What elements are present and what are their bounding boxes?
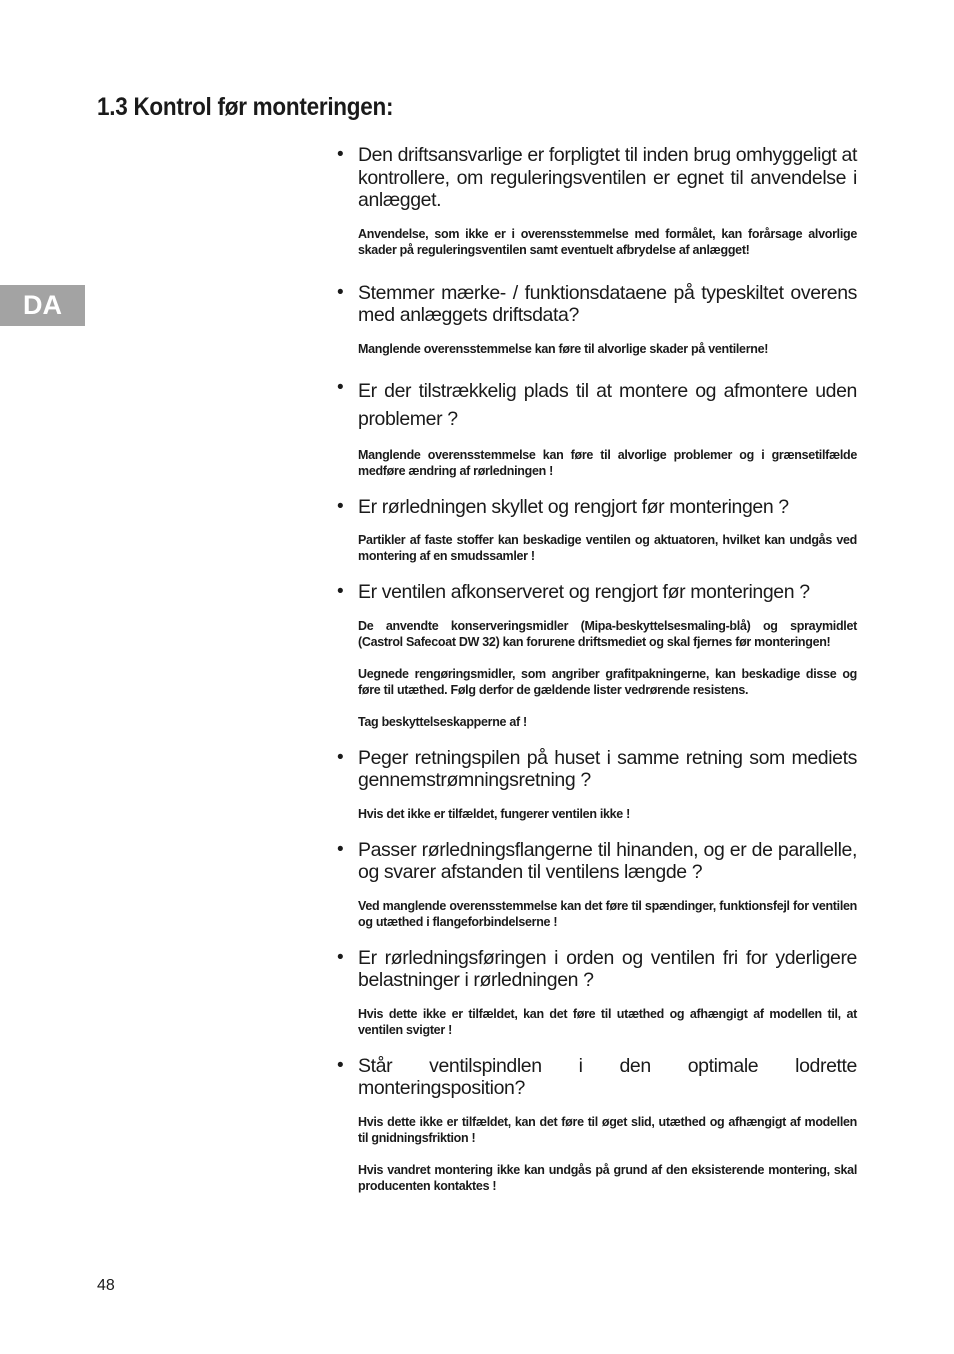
- page-number: 48: [97, 1277, 115, 1294]
- checklist-notes: [358, 898, 857, 930]
- checklist-question: Er ventilen afkonserveret og rengjort før monteringen ?: [358, 581, 810, 603]
- checklist-note: Uegnede rengøringsmidler, som angriber grafitpakningerne, kan beskadige disse og føre til utæthed. Følg derfor de gældende lister vedrørende resistens.: [358, 666, 857, 697]
- bullet-icon: •: [337, 495, 344, 517]
- bullet-icon: •: [337, 144, 344, 165]
- checklist-item: [337, 496, 857, 565]
- checklist-question: Er rørledningen skyllet og rengjort før monteringen ?: [358, 495, 789, 518]
- checklist-note: Hvis vandret montering ikke kan undgås på grund af den eksisterende montering, skal producenten kontaktes !: [358, 1162, 857, 1193]
- checklist-item: [337, 377, 857, 479]
- checklist-item: [337, 282, 857, 357]
- checklist-item: [337, 839, 857, 930]
- checklist-question: Den driftsansvarlige er forpligtet til inden brug omhyggeligt at kontrollere, om reguleringsventilen er egnet til anvendelse i anlægget.: [358, 144, 858, 211]
- checklist-notes: [358, 806, 857, 822]
- checklist-item: [337, 581, 857, 730]
- language-tab: DA: [0, 285, 85, 326]
- checklist-notes: [358, 447, 857, 479]
- checklist: [337, 144, 857, 1194]
- checklist-question: Er der tilstrækkelig plads til at montere og afmontere uden problemer ?: [358, 379, 857, 430]
- bullet-icon: •: [337, 376, 344, 398]
- checklist-note: De anvendte konserveringsmidler (Mipa-beskyttelsesmaling-blå) og spraymidlet (Castrol Safecoat DW 32) kan forurene driftsmediet og skal fjernes før monteringen!: [358, 618, 857, 649]
- checklist-note: Anvendelse, som ikke er i overensstemmelse med formålet, kan forårsage alvorlige skader på reguleringsventilen samt eventuelt afbrydelse af anlægget!: [358, 226, 857, 257]
- checklist-note: Hvis dette ikke er tilfældet, kan det føre til utæthed og afhængigt af modellen til, at ventilen svigter !: [358, 1006, 857, 1037]
- bullet-icon: •: [337, 946, 344, 968]
- checklist-notes: [358, 532, 857, 564]
- checklist-notes: [358, 1006, 857, 1038]
- checklist-note: Tag beskyttelseskapperne af !: [358, 714, 527, 729]
- checklist-note: Hvis det ikke er tilfældet, fungerer ventilen ikke !: [358, 806, 630, 821]
- checklist-note: Manglende overensstemmelse kan føre til alvorlige problemer og i grænsetilfælde medføre ændring af rørledningen !: [358, 447, 857, 478]
- checklist-notes: [358, 226, 857, 258]
- bullet-icon: •: [337, 838, 344, 860]
- checklist-question: Stemmer mærke- / funktionsdataene på typeskiltet overens med anlæggets driftsdata?: [358, 281, 857, 326]
- bullet-icon: •: [337, 281, 344, 303]
- checklist-notes: [358, 1114, 857, 1194]
- checklist-notes: [358, 341, 857, 357]
- checklist-notes: [358, 618, 857, 730]
- bullet-icon: •: [337, 581, 344, 602]
- checklist-item: [337, 144, 857, 258]
- bullet-icon: •: [337, 1054, 344, 1076]
- checklist-item: [337, 747, 857, 822]
- checklist-question: Passer rørledningsflangerne til hinanden, og er de parallelle, og svarer afstanden til ventilens længde ?: [358, 838, 857, 883]
- checklist-item: [337, 947, 857, 1038]
- checklist-question: Står ventilspindlen i den optimale lodrette monteringsposition?: [358, 1054, 857, 1099]
- checklist-item: [337, 1055, 857, 1194]
- checklist-note: Ved manglende overensstemmelse kan det føre til spændinger, funktionsfejl for ventilen og utæthed i flangeforbindelserne !: [358, 898, 857, 929]
- checklist-note: Manglende overensstemmelse kan føre til alvorlige skader på ventilerne!: [358, 341, 769, 356]
- checklist-question: Er rørledningsføringen i orden og ventilen fri for yderligere belastninger i rørledningen ?: [358, 946, 857, 991]
- section-heading: 1.3 Kontrol før monteringen:: [97, 93, 394, 121]
- checklist-note: Hvis dette ikke er tilfældet, kan det føre til øget slid, utæthed og afhængigt af modellen til gnidningsfriktion !: [358, 1114, 857, 1145]
- checklist-question: Peger retningspilen på huset i samme retning som mediets gennemstrømningsretning ?: [358, 746, 857, 791]
- checklist-note: Partikler af faste stoffer kan beskadige ventilen og aktuatoren, hvilket kan undgås ved montering af en smudssamler !: [358, 533, 857, 563]
- bullet-icon: •: [337, 746, 344, 768]
